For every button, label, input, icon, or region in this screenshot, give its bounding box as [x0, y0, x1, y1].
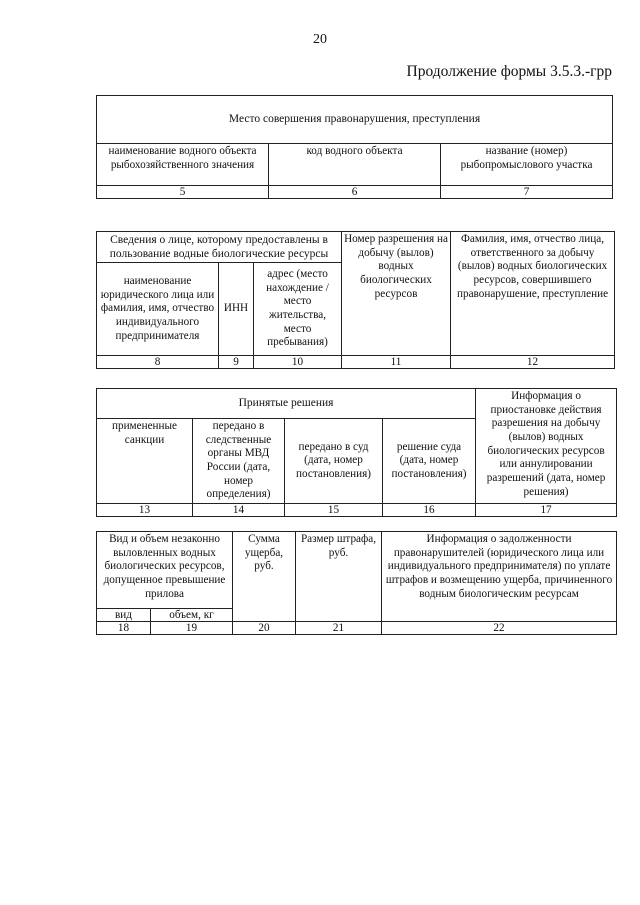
column-number: 7 [441, 186, 613, 199]
column-number: 10 [254, 356, 342, 369]
form-continuation-title: Продолжение формы 3.5.3.-грр [406, 63, 612, 80]
court-decision-header: решение суда (дата, номер постановления) [383, 419, 476, 504]
column-number: 22 [382, 622, 617, 635]
offense-location-header: Место совершения правонарушения, преступления [97, 96, 613, 144]
column-number: 16 [383, 504, 476, 517]
permit-suspension-header: Информация о приостановке действия разрешения на добычу (вылов) водных биологических ресурсов или аннулировании разрешений (дата, номер решения) [476, 389, 617, 504]
offense-location-table [96, 95, 613, 199]
column-number: 12 [451, 356, 615, 369]
volume-header: объем, кг [151, 609, 233, 622]
column-number: 19 [151, 622, 233, 635]
column-number: 15 [285, 504, 383, 517]
column-number: 18 [97, 622, 151, 635]
column-number: 17 [476, 504, 617, 517]
debt-info-header: Информация о задолженности правонарушителей (юридического лица или индивидуального предпринимателя) по уплате штрафов и возмещению ущерба, причиненного водным биологическим ресурсам [382, 532, 617, 622]
court-transfer-header: передано в суд (дата, номер постановления) [285, 419, 383, 504]
fishing-site-header: название (номер) рыбопромыслового участка [441, 144, 613, 186]
decisions-table [96, 388, 617, 517]
column-number: 21 [296, 622, 382, 635]
permit-number-header: Номер разрешения на добычу (вылов) водных биологических ресурсов [342, 232, 451, 356]
column-number: 8 [97, 356, 219, 369]
investigation-transfer-header: передано в следственные органы МВД России (дата, номер определения) [193, 419, 285, 504]
column-number: 5 [97, 186, 269, 199]
illegal-catch-table [96, 531, 617, 635]
water-body-name-header: наименование водного объекта рыбохозяйственного значения [97, 144, 269, 186]
column-number: 20 [233, 622, 296, 635]
address-header: адрес (место нахождение / место жительства, место пребывания) [254, 263, 342, 356]
column-number: 6 [269, 186, 441, 199]
resource-user-group-header: Сведения о лице, которому предоставлены в пользование водные биологические ресурсы [97, 232, 342, 263]
resource-user-table [96, 231, 615, 369]
responsible-person-header: Фамилия, имя, отчество лица, ответственного за добычу (вылов) водных биологических ресурсов, совершившего правонарушение, преступление [451, 232, 615, 356]
column-number: 9 [219, 356, 254, 369]
sanctions-header: примененные санкции [97, 419, 193, 504]
page-number: 20 [313, 32, 327, 47]
column-number: 14 [193, 504, 285, 517]
species-header: вид [97, 609, 151, 622]
inn-header: ИНН [219, 263, 254, 356]
column-number: 13 [97, 504, 193, 517]
fine-amount-header: Размер штрафа, руб. [296, 532, 382, 622]
column-number: 11 [342, 356, 451, 369]
entity-name-header: наименование юридического лица или фамилия, имя, отчество индивидуального предпринимателя [97, 263, 219, 356]
illegal-catch-header: Вид и объем незаконно выловленных водных биологических ресурсов, допущенное превышение прилова [97, 532, 233, 609]
decisions-group-header: Принятые решения [97, 389, 476, 419]
water-body-code-header: код водного объекта [269, 144, 441, 186]
damage-amount-header: Сумма ущерба, руб. [233, 532, 296, 622]
